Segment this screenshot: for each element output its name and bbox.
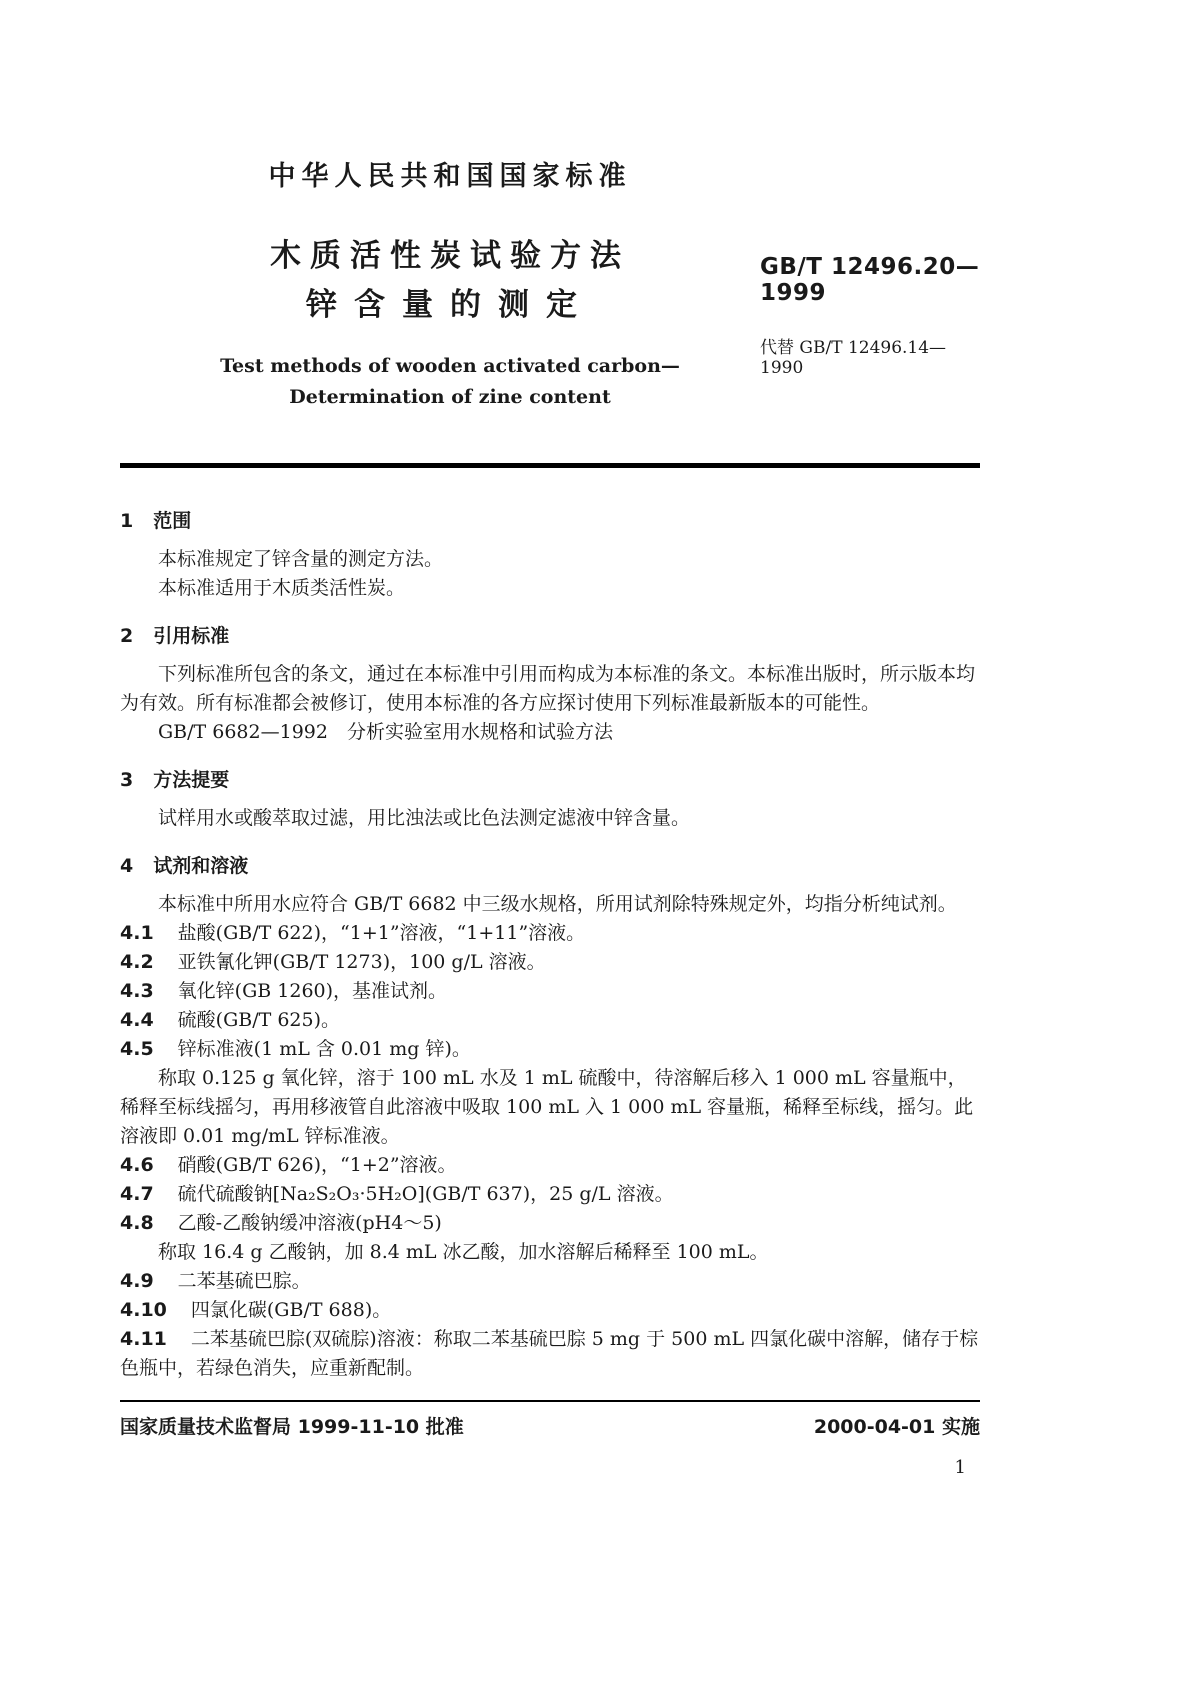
clause-text: 二苯基硫巴腙(双硫腙)溶液：称取二苯基硫巴腙 5 mg 于 500 mL 四氯化碳中溶解，储存于棕色瓶中，若绿色消失，应重新配制。	[120, 1328, 979, 1379]
section-number: 3	[120, 769, 134, 791]
paragraph: 本标准中所用水应符合 GB/T 6682 中三级水规格，所用试剂除特殊规定外，均指分析纯试剂。	[158, 893, 957, 915]
clause-text: 硫代硫酸钠[Na₂S₂O₃·5H₂O](GB/T 637)，25 g/L 溶液。	[177, 1183, 674, 1205]
referenced-standard-line: GB/T 6682—1992 分析实验室用水规格和试验方法	[158, 721, 613, 743]
clause-text: 氧化锌(GB 1260)，基准试剂。	[177, 980, 448, 1002]
section-number: 4	[120, 855, 134, 877]
clause-4-6	[120, 1151, 980, 1180]
clause-text: 四氯化碳(GB/T 688)。	[190, 1299, 392, 1321]
replaces-note: 代替 GB/T 12496.14—1990	[760, 338, 947, 378]
clause-4-1	[120, 919, 980, 948]
clause-text: 乙酸-乙酸钠缓冲溶液(pH4～5)	[177, 1212, 442, 1234]
clause-4-10	[120, 1296, 980, 1325]
header-divider	[120, 463, 980, 468]
english-title-block	[120, 351, 780, 413]
procedure-paragraph: 称取 16.4 g 乙酸钠，加 8.4 mL 冰乙酸，加水溶解后稀释至 100 mL。	[158, 1241, 769, 1263]
document-footer	[120, 1400, 980, 1478]
clause-text: 盐酸(GB/T 622)，“1+1”溶液，“1+11”溶液。	[177, 922, 586, 944]
clause-number: 4.1	[120, 922, 154, 944]
paragraph: 本标准规定了锌含量的测定方法。	[158, 548, 444, 570]
clause-4-5	[120, 1035, 980, 1064]
clause-text: 硝酸(GB/T 626)，“1+2”溶液。	[177, 1154, 457, 1176]
standard-number-block	[760, 254, 980, 378]
document-title-line1: 木质活性炭试验方法	[270, 238, 630, 274]
footer-divider	[120, 1400, 980, 1402]
clause-4-3	[120, 977, 980, 1006]
clause-number: 4.7	[120, 1183, 154, 1205]
clause-number: 4.11	[120, 1328, 167, 1350]
english-title-line1: Test methods of wooden activated carbon—	[220, 355, 680, 377]
document-header	[120, 0, 980, 413]
clause-4-7	[120, 1180, 980, 1209]
paragraph: 试样用水或酸萃取过滤，用比浊法或比色法测定滤液中锌含量。	[158, 807, 691, 829]
clause-number: 4.8	[120, 1212, 154, 1234]
document-body	[120, 510, 980, 1383]
section-heading-references	[120, 625, 980, 648]
standard-type-title: 中华人民共和国国家标准	[268, 161, 632, 192]
clause-number: 4.5	[120, 1038, 154, 1060]
section-number: 2	[120, 625, 134, 647]
page-number: 1	[954, 1457, 966, 1478]
header-title-block	[120, 160, 780, 413]
clause-number: 4.6	[120, 1154, 154, 1176]
clause-number: 4.4	[120, 1009, 154, 1031]
clause-number: 4.10	[120, 1299, 167, 1321]
clause-text: 硫酸(GB/T 625)。	[177, 1009, 341, 1031]
section-title: 试剂和溶液	[153, 855, 249, 877]
section-heading-scope	[120, 510, 980, 533]
document-title-line2: 锌含量的测定	[306, 287, 594, 323]
clause-4-4	[120, 1006, 980, 1035]
paragraph: 下列标准所包含的条文，通过在本标准中引用而构成为本标准的条文。本标准出版时，所示版本均为有效。所有标准都会被修订，使用本标准的各方应探讨使用下列标准最新版本的可能性。	[120, 663, 976, 714]
clause-4-8	[120, 1209, 980, 1238]
clause-text: 亚铁氰化钾(GB/T 1273)，100 g/L 溶液。	[177, 951, 546, 973]
clause-number: 4.2	[120, 951, 154, 973]
procedure-paragraph: 称取 0.125 g 氧化锌，溶于 100 mL 水及 1 mL 硫酸中，待溶解后移入 1 000 mL 容量瓶中，稀释至标线摇匀，再用移液管自此溶液中吸取 100 mL 入 1 000 mL 容量瓶，稀释至标线，摇匀。此溶液即 0.01 mg/mL 锌标准液。	[120, 1067, 974, 1147]
clause-text: 锌标准液(1 mL 含 0.01 mg 锌)。	[177, 1038, 471, 1060]
paragraph: 本标准适用于木质类活性炭。	[158, 577, 406, 599]
clause-text: 二苯基硫巴腙。	[177, 1270, 311, 1292]
standard-number: GB/T 12496.20—1999	[760, 254, 980, 306]
approval-note: 国家质量技术监督局 1999-11-10 批准	[120, 1416, 464, 1438]
implementation-note: 2000-04-01 实施	[813, 1416, 980, 1438]
section-title: 范围	[153, 510, 192, 532]
section-title: 方法提要	[153, 769, 230, 791]
clause-4-9	[120, 1267, 980, 1296]
english-title-line2: Determination of zine content	[289, 386, 611, 408]
section-title: 引用标准	[153, 625, 230, 647]
clause-4-2	[120, 948, 980, 977]
section-heading-summary	[120, 769, 980, 792]
section-heading-reagents	[120, 855, 980, 878]
clause-4-11	[120, 1325, 980, 1383]
footer-row	[120, 1412, 980, 1439]
clause-number: 4.3	[120, 980, 154, 1002]
section-number: 1	[120, 510, 134, 532]
clause-number: 4.9	[120, 1270, 154, 1292]
